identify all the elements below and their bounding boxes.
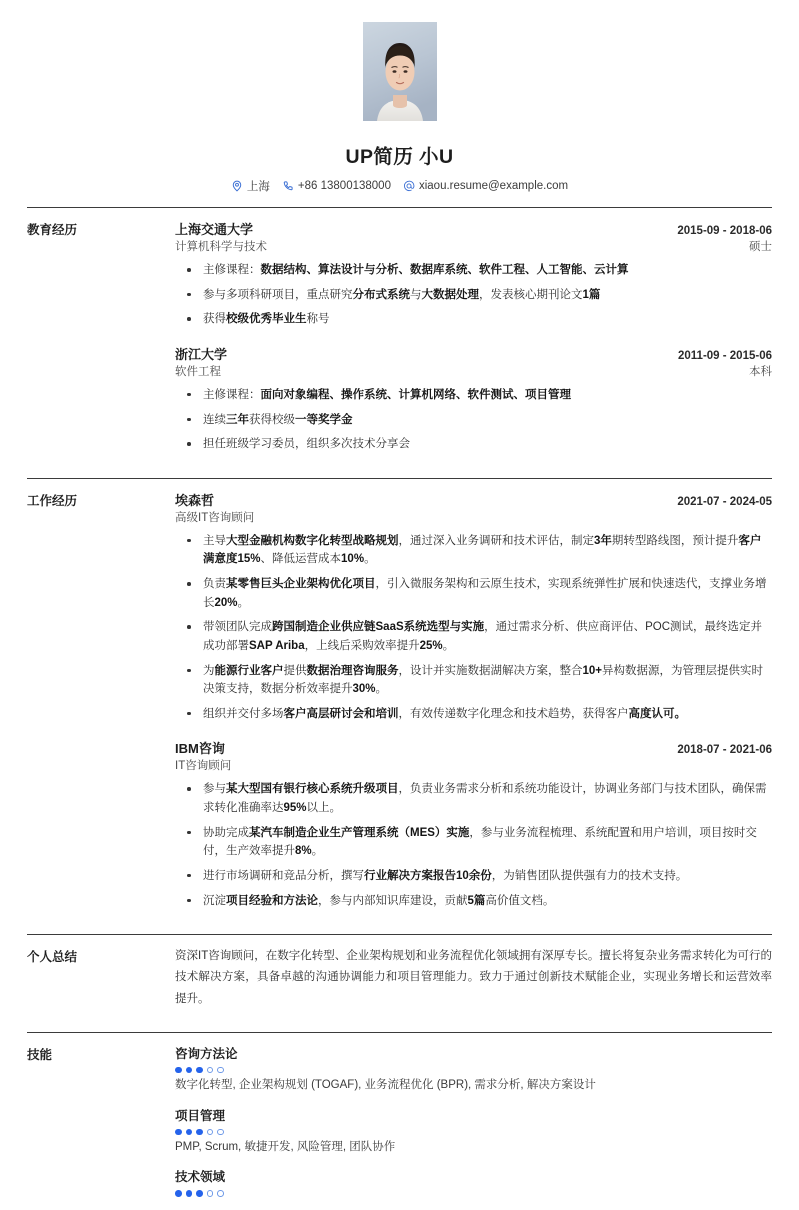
skill-group-name: 技术领域: [175, 1170, 226, 1185]
rating-dot-filled: [175, 1190, 182, 1197]
entry-dates: 2011-09 - 2015-06: [678, 349, 772, 362]
list-item: 为能源行业客户提供数据治理咨询服务，设计并实施数据湖解决方案，整合10+异构数据源，为管理层提供实时决策支持，数据分析效率提升30%。: [175, 662, 772, 699]
contact-phone: [282, 180, 391, 192]
skill-group: [175, 1044, 772, 1095]
list-item: 协助完成某汽车制造企业生产管理系统（MES）实施，参与业务流程梳理、系统配置和用户培训，项目按时交付，生产效率提升8%。: [175, 824, 772, 861]
avatar: [363, 22, 437, 121]
rating-dot-empty: [207, 1190, 214, 1197]
section-body: [175, 1044, 772, 1210]
entry-subtitle: 软件工程: [175, 365, 221, 378]
entry-subtitle: 计算机科学与技术: [175, 241, 267, 253]
resume-section: [27, 207, 772, 465]
section-body: [175, 946, 772, 1019]
rating-dot-empty: [207, 1067, 214, 1074]
list-item: 参与多项科研项目，重点研究分布式系统与大数据处理，发表核心期刊论文1篇: [175, 286, 772, 305]
list-item: 担任班级学习委员，组织多次技术分享会: [175, 435, 772, 454]
experience-entry: [175, 219, 772, 329]
rating-dot-filled: [186, 1129, 193, 1136]
resume-sections: [27, 207, 772, 1210]
contact-email-text: xiaou.resume@example.com: [418, 180, 569, 192]
entry-dates: 2018-07 - 2021-06: [677, 744, 772, 757]
contact-email: [403, 180, 568, 192]
portrait-photo: [363, 22, 437, 121]
rating-dot-filled: [186, 1067, 193, 1074]
entry-subtitle-row: [175, 757, 772, 773]
rating-dot-empty: [207, 1129, 214, 1136]
entry-organization: 上海交通大学: [175, 222, 254, 237]
list-item: 主修课程：面向对象编程、操作系统、计算机网络、软件测试、项目管理: [175, 386, 772, 405]
skill-group-name: 咨询方法论: [175, 1046, 238, 1061]
entry-title-row: [175, 738, 772, 757]
entry-title-row: [175, 344, 772, 363]
entry-subtitle-row: [175, 509, 772, 525]
entry-meta: 本科: [749, 365, 772, 378]
entry-bullet-list: [175, 532, 772, 724]
contact-line: [27, 178, 772, 194]
rating-dot-filled: [175, 1067, 182, 1074]
list-item: 参与某大型国有银行核心系统升级项目，负责业务需求分析和系统功能设计，协调业务部门与技术团队，确保需求转化准确率达95%以上。: [175, 780, 772, 817]
rating-dot-empty: [217, 1190, 224, 1197]
entry-organization: 浙江大学: [175, 346, 228, 362]
skill-group: [175, 1106, 772, 1157]
entry-bullet-list: [175, 780, 772, 910]
page-title: UP简历 小U: [345, 146, 454, 168]
section-body: [175, 219, 772, 465]
entry-dates: 2021-07 - 2024-05: [677, 495, 772, 508]
skill-items-text: PMP, Scrum, 敏捷开发, 风险管理, 团队协作: [175, 1141, 396, 1154]
section-label: 教育经历: [27, 223, 78, 237]
experience-entry: [175, 738, 772, 910]
resume-header: [27, 0, 772, 194]
contact-location: [231, 178, 270, 194]
email-at-icon: [403, 180, 415, 192]
entry-bullet-list: [175, 261, 772, 329]
rating-dot-empty: [217, 1129, 224, 1136]
skill-group: [175, 1167, 772, 1197]
entry-subtitle: 高级IT咨询顾问: [175, 511, 255, 524]
list-item: 进行市场调研和竞品分析，撰写行业解决方案报告10余份，为销售团队提供强有力的技术支持。: [175, 867, 772, 886]
location-pin-icon: [231, 180, 243, 192]
rating-dot-filled: [196, 1067, 203, 1074]
entry-dates: 2015-09 - 2018-06: [677, 225, 772, 237]
skill-group-name: 项目管理: [175, 1108, 226, 1123]
rating-dot-filled: [196, 1190, 203, 1197]
contact-phone-text: +86 13800138000: [297, 180, 391, 192]
list-item: 组织并交付多场客户高层研讨会和培训，有效传递数字化理念和技术趋势，获得客户高度认可。: [175, 705, 772, 724]
phone-icon: [282, 180, 294, 192]
rating-dot-filled: [196, 1129, 203, 1136]
section-body: [175, 490, 772, 921]
entry-subtitle-row: [175, 238, 772, 254]
entry-title-row: [175, 490, 772, 509]
entry-title-row: [175, 219, 772, 238]
list-item: 获得校级优秀毕业生称号: [175, 310, 772, 329]
summary-text: 资深IT咨询顾问，在数字化转型、企业架构规划和业务流程优化领域拥有深厚专长。擅长将复杂业务需求转化为可行的技术解决方案，具备卓越的沟通协调能力和项目管理能力。致力于通过创新技术赋能企业，实现业务增长和运营效率提升。: [175, 950, 772, 1005]
entry-organization: IBM咨询: [175, 741, 225, 757]
contact-location-text: 上海: [246, 181, 270, 193]
list-item: 带领团队完成跨国制造企业供应链SaaS系统选型与实施，通过需求分析、供应商评估、POC测试，最终选定并成功部署SAP Ariba，上线后采购效率提升25%。: [175, 618, 772, 655]
rating-dot-empty: [217, 1067, 224, 1074]
list-item: 连续三年获得校级一等奖学金: [175, 411, 772, 430]
rating-dot-filled: [186, 1190, 193, 1197]
entry-bullet-list: [175, 386, 772, 454]
skill-level-rating: [175, 1190, 772, 1197]
rating-dot-filled: [175, 1129, 182, 1136]
list-item: 主导大型金融机构数字化转型战略规划，通过深入业务调研和技术评估，制定3年期转型路线图，预计提升客户满意度15%、降低运营成本10%。: [175, 532, 772, 569]
resume-section: [27, 1032, 772, 1210]
list-item: 主修课程：数据结构、算法设计与分析、数据库系统、软件工程、人工智能、云计算: [175, 261, 772, 280]
skill-level-rating: [175, 1129, 772, 1136]
entry-subtitle-row: [175, 363, 772, 379]
entry-organization: 埃森哲: [175, 492, 215, 508]
skill-items-text: 数字化转型, 企业架构规划 (TOGAF), 业务流程优化 (BPR), 需求分析, 解决方案设计: [175, 1079, 596, 1092]
section-label: 工作经历: [27, 493, 78, 508]
skill-level-rating: [175, 1067, 772, 1074]
resume-section: [27, 934, 772, 1019]
list-item: 沉淀项目经验和方法论，参与内部知识库建设，贡献5篇高价值文档。: [175, 892, 772, 911]
resume-section: [27, 478, 772, 921]
section-label: 个人总结: [27, 950, 78, 965]
section-label: 技能: [27, 1047, 53, 1062]
experience-entry: [175, 490, 772, 724]
entry-meta: 硕士: [749, 241, 772, 253]
entry-subtitle: IT咨询顾问: [175, 760, 232, 773]
list-item: 负责某零售巨头企业架构优化项目，引入微服务架构和云原生技术，实现系统弹性扩展和快速迭代，支撑业务增长20%。: [175, 575, 772, 612]
experience-entry: [175, 344, 772, 454]
